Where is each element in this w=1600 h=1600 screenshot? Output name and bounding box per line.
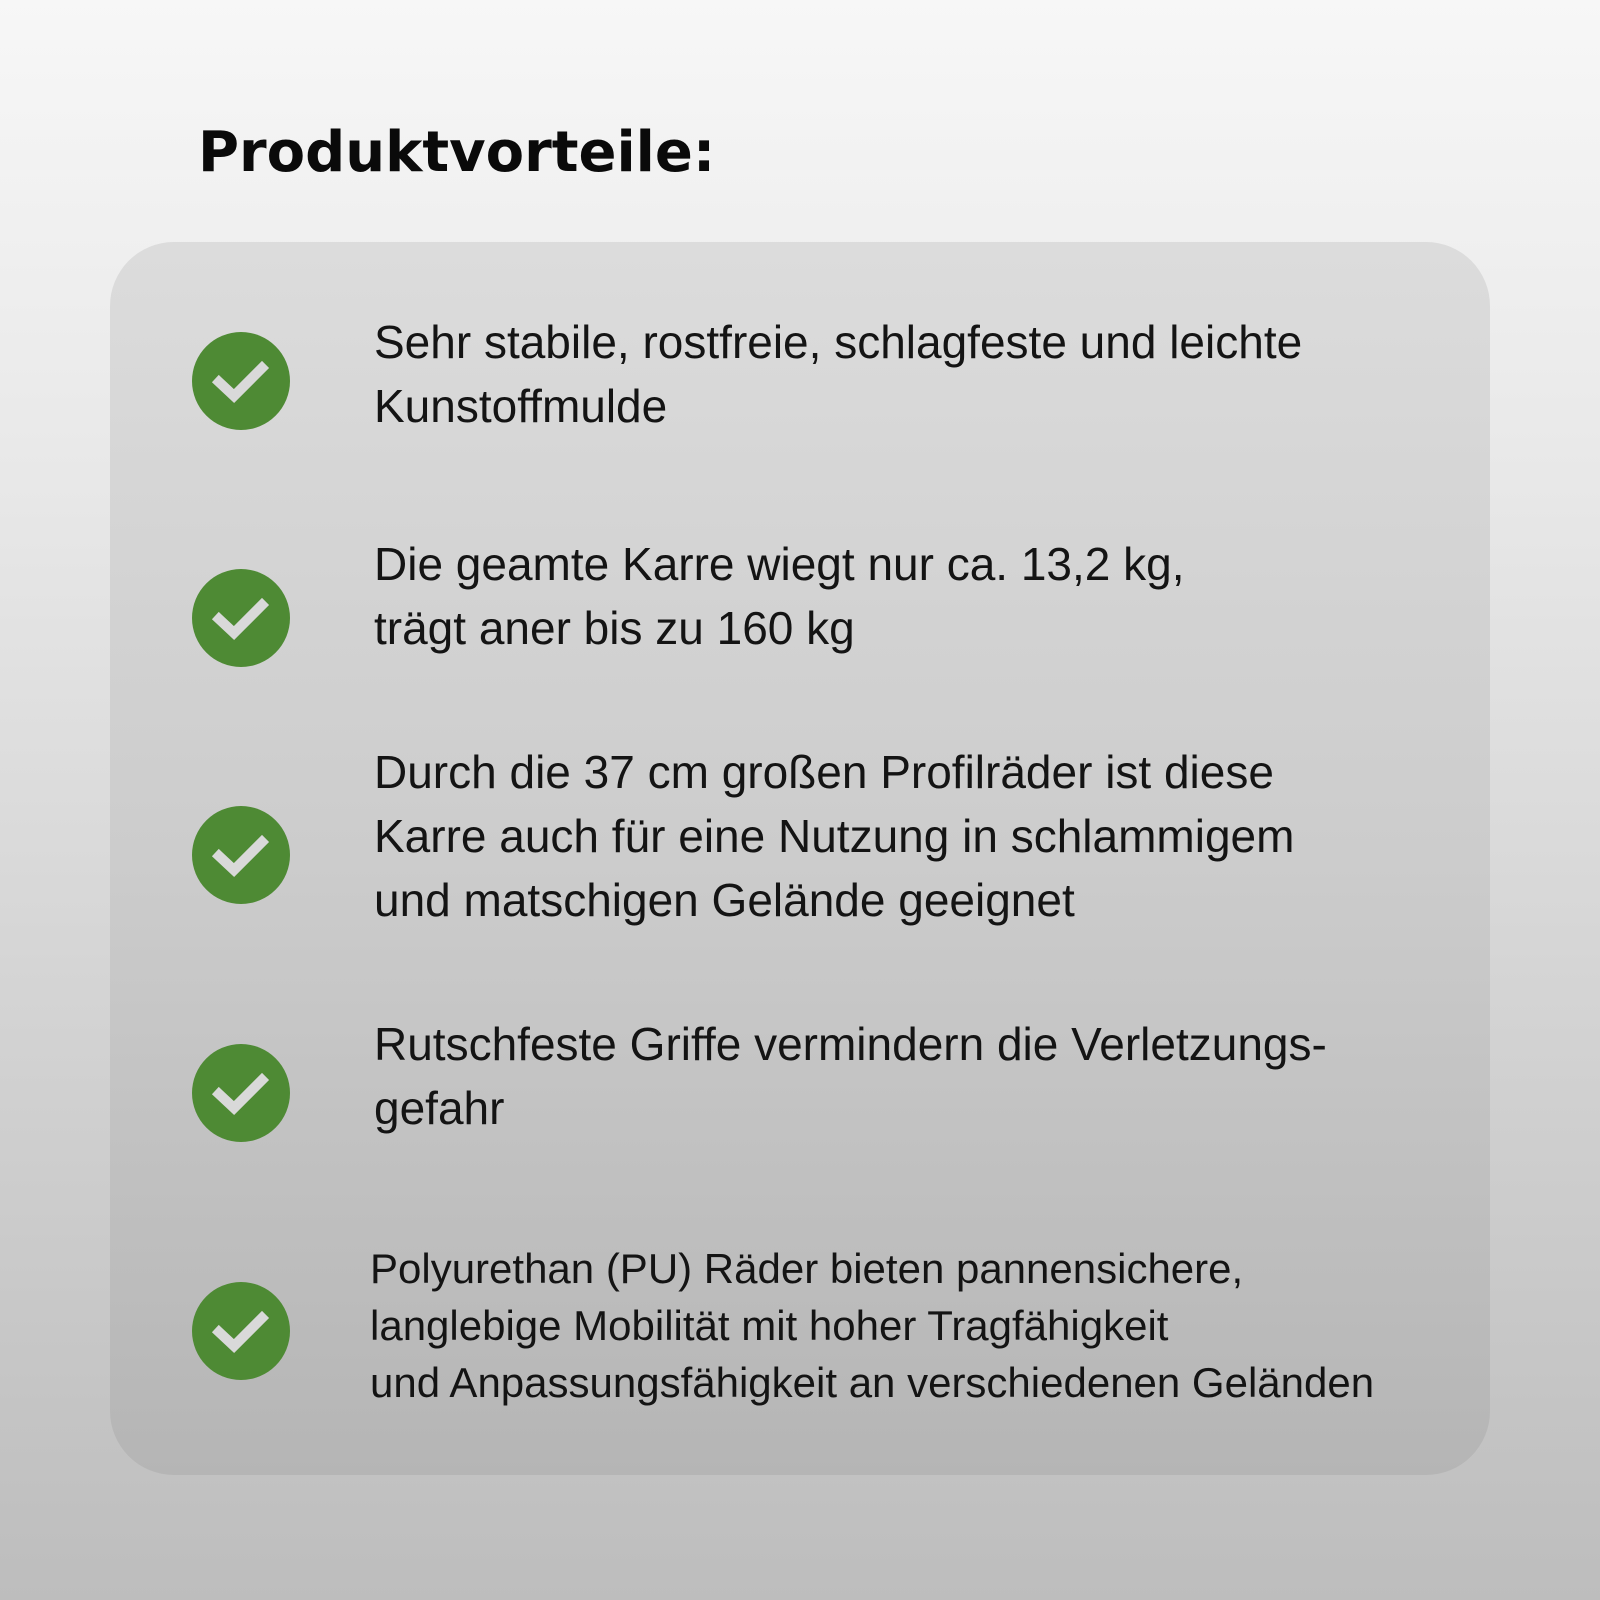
check-icon — [192, 806, 290, 904]
check-icon — [192, 569, 290, 667]
feature-text: Sehr stabile, rostfreie, schlagfeste und leichte Kunstoffmulde — [374, 316, 1303, 432]
page-title: Produktvorteile: — [198, 120, 716, 185]
feature-text: Durch die 37 cm großen Profilräder ist diese Karre auch für eine Nutzung in schlammigem und matschigen Gelände geeignet — [374, 746, 1295, 926]
feature-text: Rutschfeste Griffe vermindern die Verletzungs- gefahr — [374, 1018, 1327, 1134]
check-icon — [192, 1282, 290, 1380]
features-panel — [110, 242, 1490, 1475]
feature-text: Polyurethan (PU) Räder bieten pannensichere, langlebige Mobilität mit hoher Tragfähigkeit und Anpassungsfähigkeit an verschiedenen Geländen — [370, 1245, 1375, 1406]
check-icon — [192, 1044, 290, 1142]
feature-text: Die geamte Karre wiegt nur ca. 13,2 kg, trägt aner bis zu 160 kg — [374, 538, 1185, 654]
check-icon — [192, 332, 290, 430]
